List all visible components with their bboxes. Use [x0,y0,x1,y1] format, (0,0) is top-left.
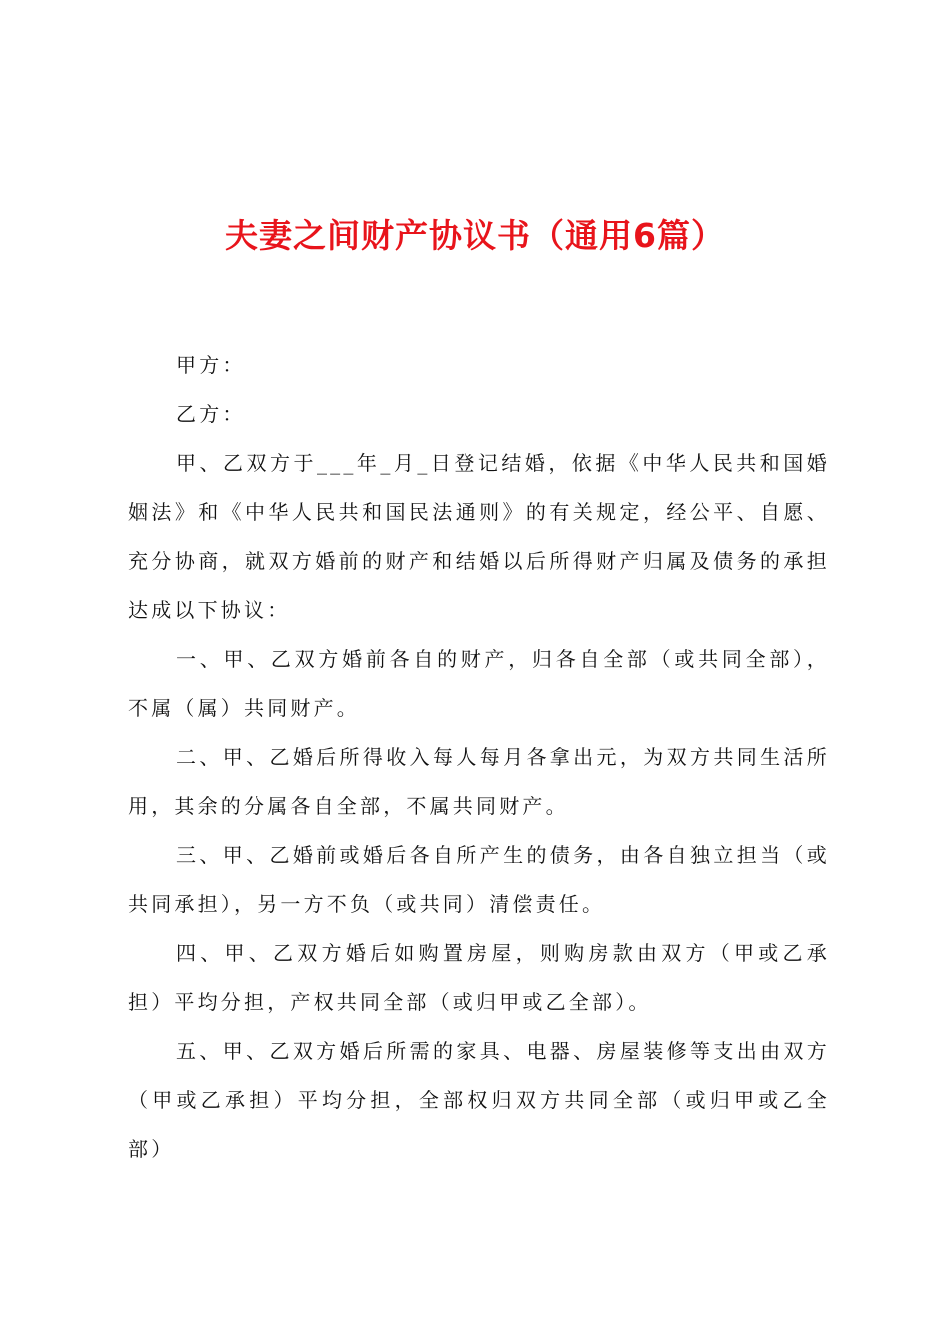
clause-1: 一、甲、乙双方婚前各自的财产，归各自全部（或共同全部），不属（属）共同财产。 [128,647,830,720]
document-title: 夫妻之间财产协议书（通用6篇） [225,216,725,255]
document-body [128,341,830,1174]
intro-paragraph: 甲、乙双方于___年_月_日登记结婚，依据《中华人民共和国婚姻法》和《中华人民共和国民法通则》的有关规定，经公平、自愿、充分协商，就双方婚前的财产和结婚以后所得财产归属及债务的承担达成以下协议： [128,451,830,622]
clause-4: 四、甲、乙双方婚后如购置房屋，则购房款由双方（甲或乙承担）平均分担，产权共同全部（或归甲或乙全部）。 [128,941,830,1014]
party-a-line: 甲方： [176,353,246,377]
clause-3: 三、甲、乙婚前或婚后各自所产生的债务，由各自独立担当（或共同承担），另一方不负（或共同）清偿责任。 [128,843,830,916]
clause-2: 二、甲、乙婚后所得收入每人每月各拿出元，为双方共同生活所用，其余的分属各自全部，不属共同财产。 [128,745,830,818]
clause-5: 五、甲、乙双方婚后所需的家具、电器、房屋装修等支出由双方（甲或乙承担）平均分担，全部权归双方共同全部（或归甲或乙全部） [128,1039,830,1161]
party-b-line: 乙方： [176,402,246,426]
